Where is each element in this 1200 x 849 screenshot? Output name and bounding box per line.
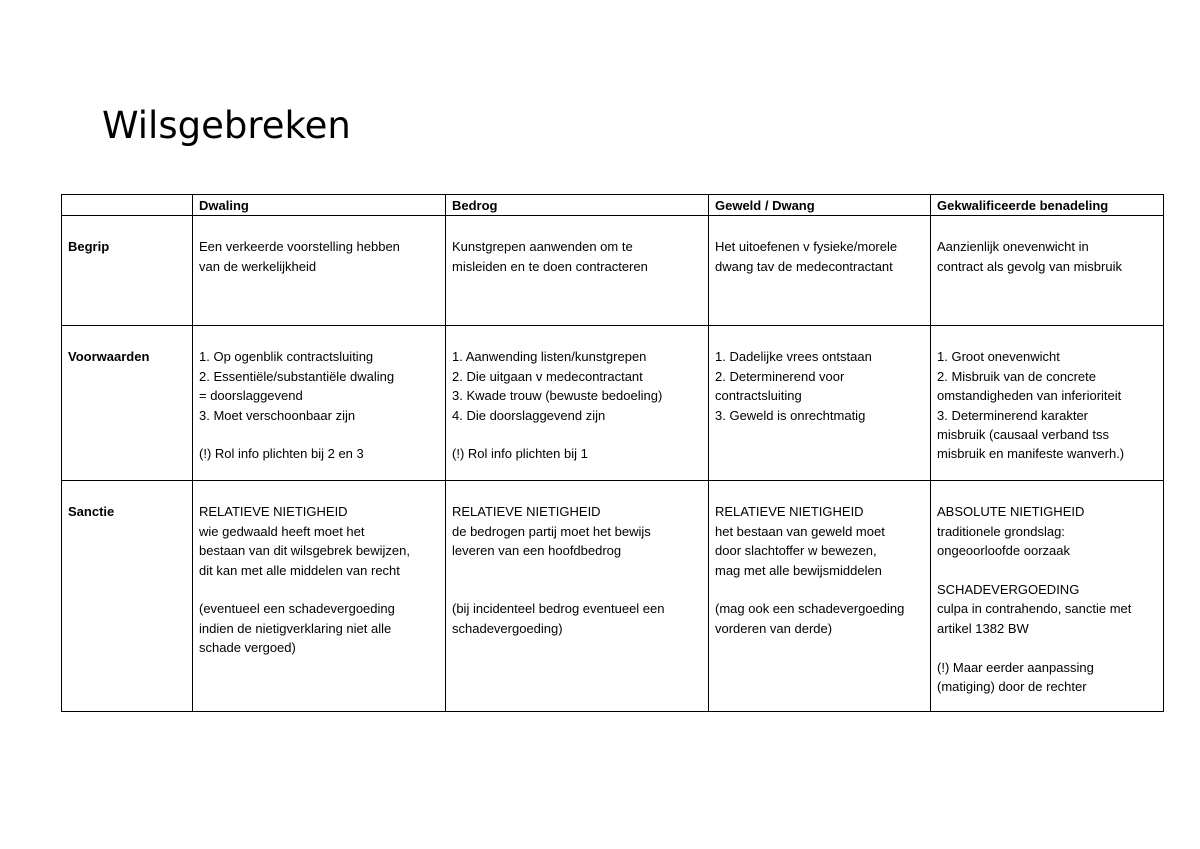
- cell-line: misleiden en te doen contracteren: [452, 258, 648, 274]
- cell-line: wie gedwaald heeft moet het: [199, 523, 365, 539]
- cell-line: indien de nietigverklaring niet alle: [199, 620, 392, 636]
- cell-line: Het uitoefenen v fysieke/morele: [715, 239, 898, 255]
- cell-line: misbruik en manifeste wanverh.): [937, 446, 1125, 462]
- cell-sanctie-bedrog: [446, 481, 709, 712]
- cell-line: dit kan met alle middelen van recht: [199, 562, 400, 578]
- cell-line: traditionele grondslag:: [937, 523, 1065, 539]
- header-cell-geweld-dwang: Geweld / Dwang: [709, 195, 931, 216]
- cell-line: [199, 580, 439, 599]
- wilsgebreken-table: [61, 194, 1164, 712]
- cell-line: [715, 580, 924, 599]
- cell-begrip-geweld-dwang: [709, 216, 931, 326]
- cell-begrip-gekwalificeerde-benadeling: [931, 216, 1164, 326]
- cell-line: misbruik (causaal verband tss: [937, 427, 1109, 443]
- header-cell-empty: [62, 195, 193, 216]
- cell-line: (mag ook een schadevergoeding: [715, 601, 905, 617]
- cell-line: bestaan van dit wilsgebrek bewijzen,: [199, 543, 411, 559]
- cell-sanctie-gekwalificeerde-benadeling: [931, 481, 1164, 712]
- cell-line: 3. Moet verschoonbaar zijn: [199, 407, 356, 423]
- header-cell-dwaling: Dwaling: [193, 195, 446, 216]
- row-label-begrip: Begrip: [62, 216, 193, 326]
- cell-line: RELATIEVE NIETIGHEID: [452, 504, 601, 520]
- cell-line: (matiging) door de rechter: [937, 679, 1087, 695]
- cell-line: (bij incidenteel bedrog eventueel een: [452, 601, 665, 617]
- cell-voorwaarden-dwaling: [193, 326, 446, 481]
- cell-line: vorderen van derde): [715, 620, 833, 636]
- cell-voorwaarden-gekwalificeerde-benadeling: [931, 326, 1164, 481]
- cell-line: = doorslaggevend: [199, 388, 303, 404]
- cell-line: [452, 580, 702, 599]
- cell-line: artikel 1382 BW: [937, 620, 1029, 636]
- cell-line: 4. Die doorslaggevend zijn: [452, 407, 606, 423]
- cell-line: contractsluiting: [715, 388, 802, 404]
- cell-line: [452, 425, 702, 444]
- cell-line: RELATIEVE NIETIGHEID: [715, 504, 864, 520]
- cell-line: contract als gevolg van misbruik: [937, 258, 1122, 274]
- row-label-voorwaarden: Voorwaarden: [62, 326, 193, 481]
- cell-line: [452, 561, 702, 580]
- cell-voorwaarden-bedrog: [446, 326, 709, 481]
- cell-line: 1. Aanwending listen/kunstgrepen: [452, 349, 647, 365]
- cell-line: door slachtoffer w bewezen,: [715, 543, 877, 559]
- cell-line: (eventueel een schadevergoeding: [199, 601, 395, 617]
- cell-line: van de werkelijkheid: [199, 258, 317, 274]
- cell-line: dwang tav de medecontractant: [715, 258, 893, 274]
- page-title: Wilsgebreken: [102, 104, 351, 147]
- cell-line: 2. Essentiële/substantiële dwaling: [199, 368, 395, 384]
- cell-line: 3. Kwade trouw (bewuste bedoeling): [452, 388, 663, 404]
- table-header-row: [62, 195, 1164, 216]
- cell-line: leveren van een hoofdbedrog: [452, 543, 622, 559]
- cell-line: 1. Op ogenblik contractsluiting: [199, 349, 374, 365]
- cell-line: Een verkeerde voorstelling hebben: [199, 239, 400, 255]
- cell-line: schade vergoed): [199, 640, 296, 656]
- cell-line: Kunstgrepen aanwenden om te: [452, 239, 633, 255]
- cell-line: [937, 561, 1157, 580]
- header-cell-gekwalificeerde-benadeling: Gekwalificeerde benadeling: [931, 195, 1164, 216]
- cell-line: (!) Maar eerder aanpassing: [937, 659, 1094, 675]
- cell-line: het bestaan van geweld moet: [715, 523, 885, 539]
- cell-line: 2. Determinerend voor: [715, 368, 845, 384]
- cell-line: Aanzienlijk onevenwicht in: [937, 239, 1089, 255]
- cell-voorwaarden-geweld-dwang: [709, 326, 931, 481]
- cell-line: ABSOLUTE NIETIGHEID: [937, 504, 1085, 520]
- cell-line: 2. Misbruik van de concrete: [937, 368, 1096, 384]
- cell-line: schadevergoeding): [452, 620, 563, 636]
- header-cell-bedrog: Bedrog: [446, 195, 709, 216]
- cell-line: RELATIEVE NIETIGHEID: [199, 504, 348, 520]
- cell-line: [199, 425, 439, 444]
- cell-line: 1. Dadelijke vrees ontstaan: [715, 349, 872, 365]
- cell-line: [937, 638, 1157, 657]
- cell-sanctie-geweld-dwang: [709, 481, 931, 712]
- cell-line: culpa in contrahendo, sanctie met: [937, 601, 1132, 617]
- cell-begrip-bedrog: [446, 216, 709, 326]
- table-row-begrip: [62, 216, 1164, 326]
- cell-line: 3. Determinerend karakter: [937, 407, 1089, 423]
- cell-line: 3. Geweld is onrechtmatig: [715, 407, 866, 423]
- cell-line: omstandigheden van inferioriteit: [937, 388, 1122, 404]
- cell-line: de bedrogen partij moet het bewijs: [452, 523, 651, 539]
- cell-line: (!) Rol info plichten bij 2 en 3: [199, 446, 364, 462]
- table-row-voorwaarden: [62, 326, 1164, 481]
- cell-line: mag met alle bewijsmiddelen: [715, 562, 882, 578]
- row-label-sanctie: Sanctie: [62, 481, 193, 712]
- cell-line: SCHADEVERGOEDING: [937, 582, 1080, 598]
- table-row-sanctie: [62, 481, 1164, 712]
- cell-line: 2. Die uitgaan v medecontractant: [452, 368, 643, 384]
- cell-line: (!) Rol info plichten bij 1: [452, 446, 588, 462]
- cell-sanctie-dwaling: [193, 481, 446, 712]
- cell-line: ongeoorloofde oorzaak: [937, 543, 1070, 559]
- cell-begrip-dwaling: [193, 216, 446, 326]
- cell-line: 1. Groot onevenwicht: [937, 349, 1060, 365]
